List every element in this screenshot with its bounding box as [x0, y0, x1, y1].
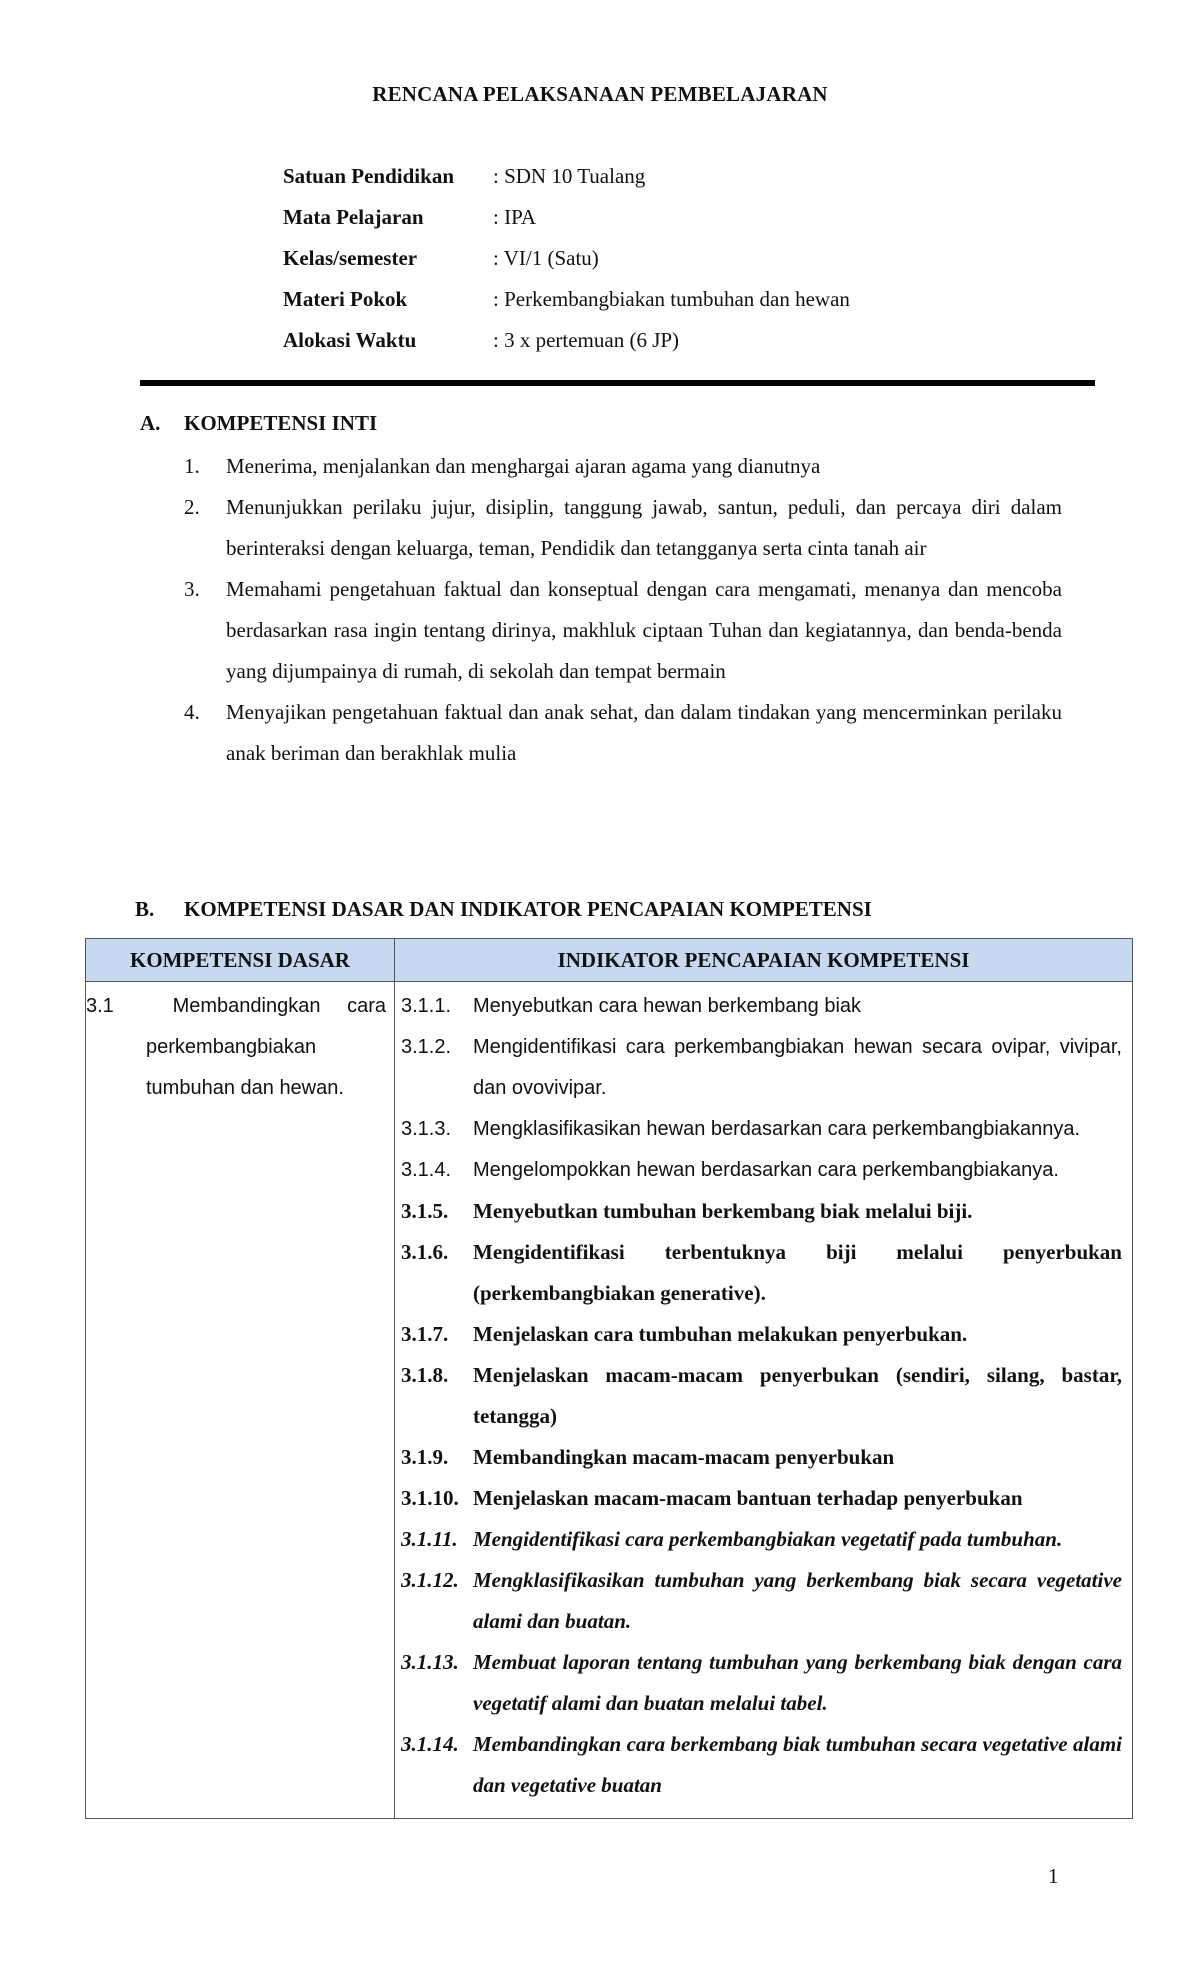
kd-first-line: [86, 986, 386, 1027]
list-item: [184, 446, 1062, 487]
section-b-heading: [135, 897, 872, 922]
list-item: [184, 569, 1062, 692]
indicator-number: 3.1.3.: [401, 1118, 452, 1140]
indicator-list: [395, 982, 1132, 1818]
indicator-number: 3.1.1.: [401, 995, 452, 1017]
indicator-number: 3.1.6.: [401, 1240, 449, 1264]
indicator-text: Menjelaskan macam-macam penyerbukan (sendiri, silang, bastar, tetangga): [473, 1363, 1122, 1428]
indicator-text: Mengidentifikasi terbentuknya biji melalui penyerbukan (perkembangbiakan generative).: [473, 1240, 1122, 1305]
indicator-text: Mengklasifikasikan tumbuhan yang berkembang biak secara vegetative alami dan buatan.: [473, 1568, 1122, 1633]
table-header-row: [86, 939, 1133, 982]
indicator-number: 3.1.10.: [401, 1486, 459, 1510]
indicator-number: 3.1.7.: [401, 1322, 449, 1346]
list-text: Menerima, menjalankan dan menghargai ajaran agama yang dianutnya: [226, 454, 821, 478]
list-number: 4.: [184, 700, 200, 724]
indicator-text: Menyebutkan cara hewan berkembang biak: [473, 995, 862, 1017]
indicator-item: [401, 1724, 1122, 1806]
list-text: Memahami pengetahuan faktual dan konseptual dengan cara mengamati, menanya dan mencoba berdasarkan rasa ingin tentang dirinya, makhluk ciptaan Tuhan dan kegiatannya, dan benda-benda yang dijumpainya di rumah, di sekolah dan tempat bermain: [226, 577, 1062, 683]
column-header-kd: KOMPETENSI DASAR: [86, 939, 395, 982]
meta-row: [283, 328, 850, 369]
indicator-item: [401, 986, 1122, 1027]
section-title: KOMPETENSI INTI: [184, 411, 378, 435]
indicator-item: [401, 1109, 1122, 1150]
indicator-text: Mengklasifikasikan hewan berdasarkan cara perkembangbiakannya.: [473, 1118, 1081, 1140]
meta-row: [283, 205, 850, 246]
section-letter: B.: [135, 897, 155, 921]
indicator-text: Mengidentifikasi cara perkembangbiakan hewan secara ovipar, vivipar, dan ovovivipar.: [473, 1036, 1122, 1099]
meta-value: : Perkembangbiakan tumbuhan dan hewan: [493, 287, 850, 311]
meta-label: Alokasi Waktu: [283, 328, 417, 352]
indicator-text: Menjelaskan cara tumbuhan melakukan penyerbukan.: [473, 1322, 968, 1346]
indicator-item: [401, 1191, 1122, 1232]
indicator-item: [401, 1355, 1122, 1437]
indicator-number: 3.1.11.: [401, 1527, 458, 1551]
indicator-text: Membandingkan macam-macam penyerbukan: [473, 1445, 895, 1469]
meta-value: : VI/1 (Satu): [493, 246, 599, 270]
indicator-item: [401, 1519, 1122, 1560]
indicator-number: 3.1.5.: [401, 1199, 449, 1223]
meta-value: : SDN 10 Tualang: [493, 164, 646, 188]
meta-value: : 3 x pertemuan (6 JP): [493, 328, 680, 352]
meta-label: Kelas/semester: [283, 246, 418, 270]
indicator-item: [401, 1150, 1122, 1191]
page-number: 1: [1048, 1864, 1059, 1888]
section-a-heading: [140, 411, 377, 436]
meta-label: Mata Pelajaran: [283, 205, 424, 229]
list-number: 3.: [184, 577, 200, 601]
indicator-item: [401, 1560, 1122, 1642]
list-number: 2.: [184, 495, 200, 519]
competency-table: [85, 938, 1133, 1819]
indicator-text: Menjelaskan macam-macam bantuan terhadap penyerbukan: [473, 1486, 1023, 1510]
indicator-number: 3.1.13.: [401, 1650, 459, 1674]
kd-word: Membandingkan: [172, 995, 321, 1017]
meta-label: Materi Pokok: [283, 287, 408, 311]
kd-text: perkembangbiakan tumbuhan dan hewan.: [146, 1036, 344, 1099]
meta-label: Satuan Pendidikan: [283, 164, 454, 188]
meta-row: [283, 246, 850, 287]
indicator-number: 3.1.12.: [401, 1568, 459, 1592]
list-text: Menunjukkan perilaku jujur, disiplin, tanggung jawab, santun, peduli, dan percaya diri dalam berinteraksi dengan keluarga, teman, Pendidik dan tetangganya serta cinta tanah air: [226, 495, 1062, 560]
indicator-item: [401, 1232, 1122, 1314]
indicator-item: [401, 1478, 1122, 1519]
indicator-item: [401, 1314, 1122, 1355]
kompetensi-inti-list: [184, 446, 1062, 774]
kd-cell: [86, 982, 395, 1819]
indicator-number: 3.1.14.: [401, 1732, 459, 1756]
horizontal-rule: [140, 380, 1095, 386]
indicator-item: [401, 1642, 1122, 1724]
indicator-text: Menyebutkan tumbuhan berkembang biak melalui biji.: [473, 1199, 973, 1223]
indicator-number: 3.1.4.: [401, 1159, 452, 1181]
kd-word: cara: [347, 995, 386, 1017]
indicator-cell: [395, 982, 1133, 1819]
indicator-text: Mengidentifikasi cara perkembangbiakan vegetatif pada tumbuhan.: [473, 1527, 1063, 1551]
section-title: KOMPETENSI DASAR DAN INDIKATOR PENCAPAIAN KOMPETENSI: [184, 897, 872, 921]
table-row: [86, 982, 1133, 1819]
meta-value: : IPA: [493, 205, 536, 229]
meta-row: [283, 164, 850, 205]
indicator-text: Mengelompokkan hewan berdasarkan cara perkembangbiakanya.: [473, 1159, 1059, 1181]
column-header-indicator: INDIKATOR PENCAPAIAN KOMPETENSI: [395, 939, 1133, 982]
document-title: RENCANA PELAKSANAAN PEMBELAJARAN: [372, 82, 828, 106]
indicator-text: Membandingkan cara berkembang biak tumbuhan secara vegetative alami dan vegetative buatan: [473, 1732, 1122, 1797]
section-letter: A.: [140, 411, 161, 435]
indicator-item: [401, 1437, 1122, 1478]
indicator-number: 3.1.8.: [401, 1363, 449, 1387]
indicator-text: Membuat laporan tentang tumbuhan yang berkembang biak dengan cara vegetatif alami dan buatan melalui tabel.: [473, 1650, 1122, 1715]
list-number: 1.: [184, 454, 200, 478]
indicator-item: [401, 1027, 1122, 1109]
indicator-number: 3.1.9.: [401, 1445, 449, 1469]
list-item: [184, 692, 1062, 774]
identity-block: [283, 164, 850, 369]
indicator-number: 3.1.2.: [401, 1036, 452, 1058]
list-text: Menyajikan pengetahuan faktual dan anak sehat, dan dalam tindakan yang mencerminkan perilaku anak beriman dan berakhlak mulia: [226, 700, 1062, 765]
meta-row: [283, 287, 850, 328]
kd-number: 3.1: [86, 995, 114, 1017]
list-item: [184, 487, 1062, 569]
